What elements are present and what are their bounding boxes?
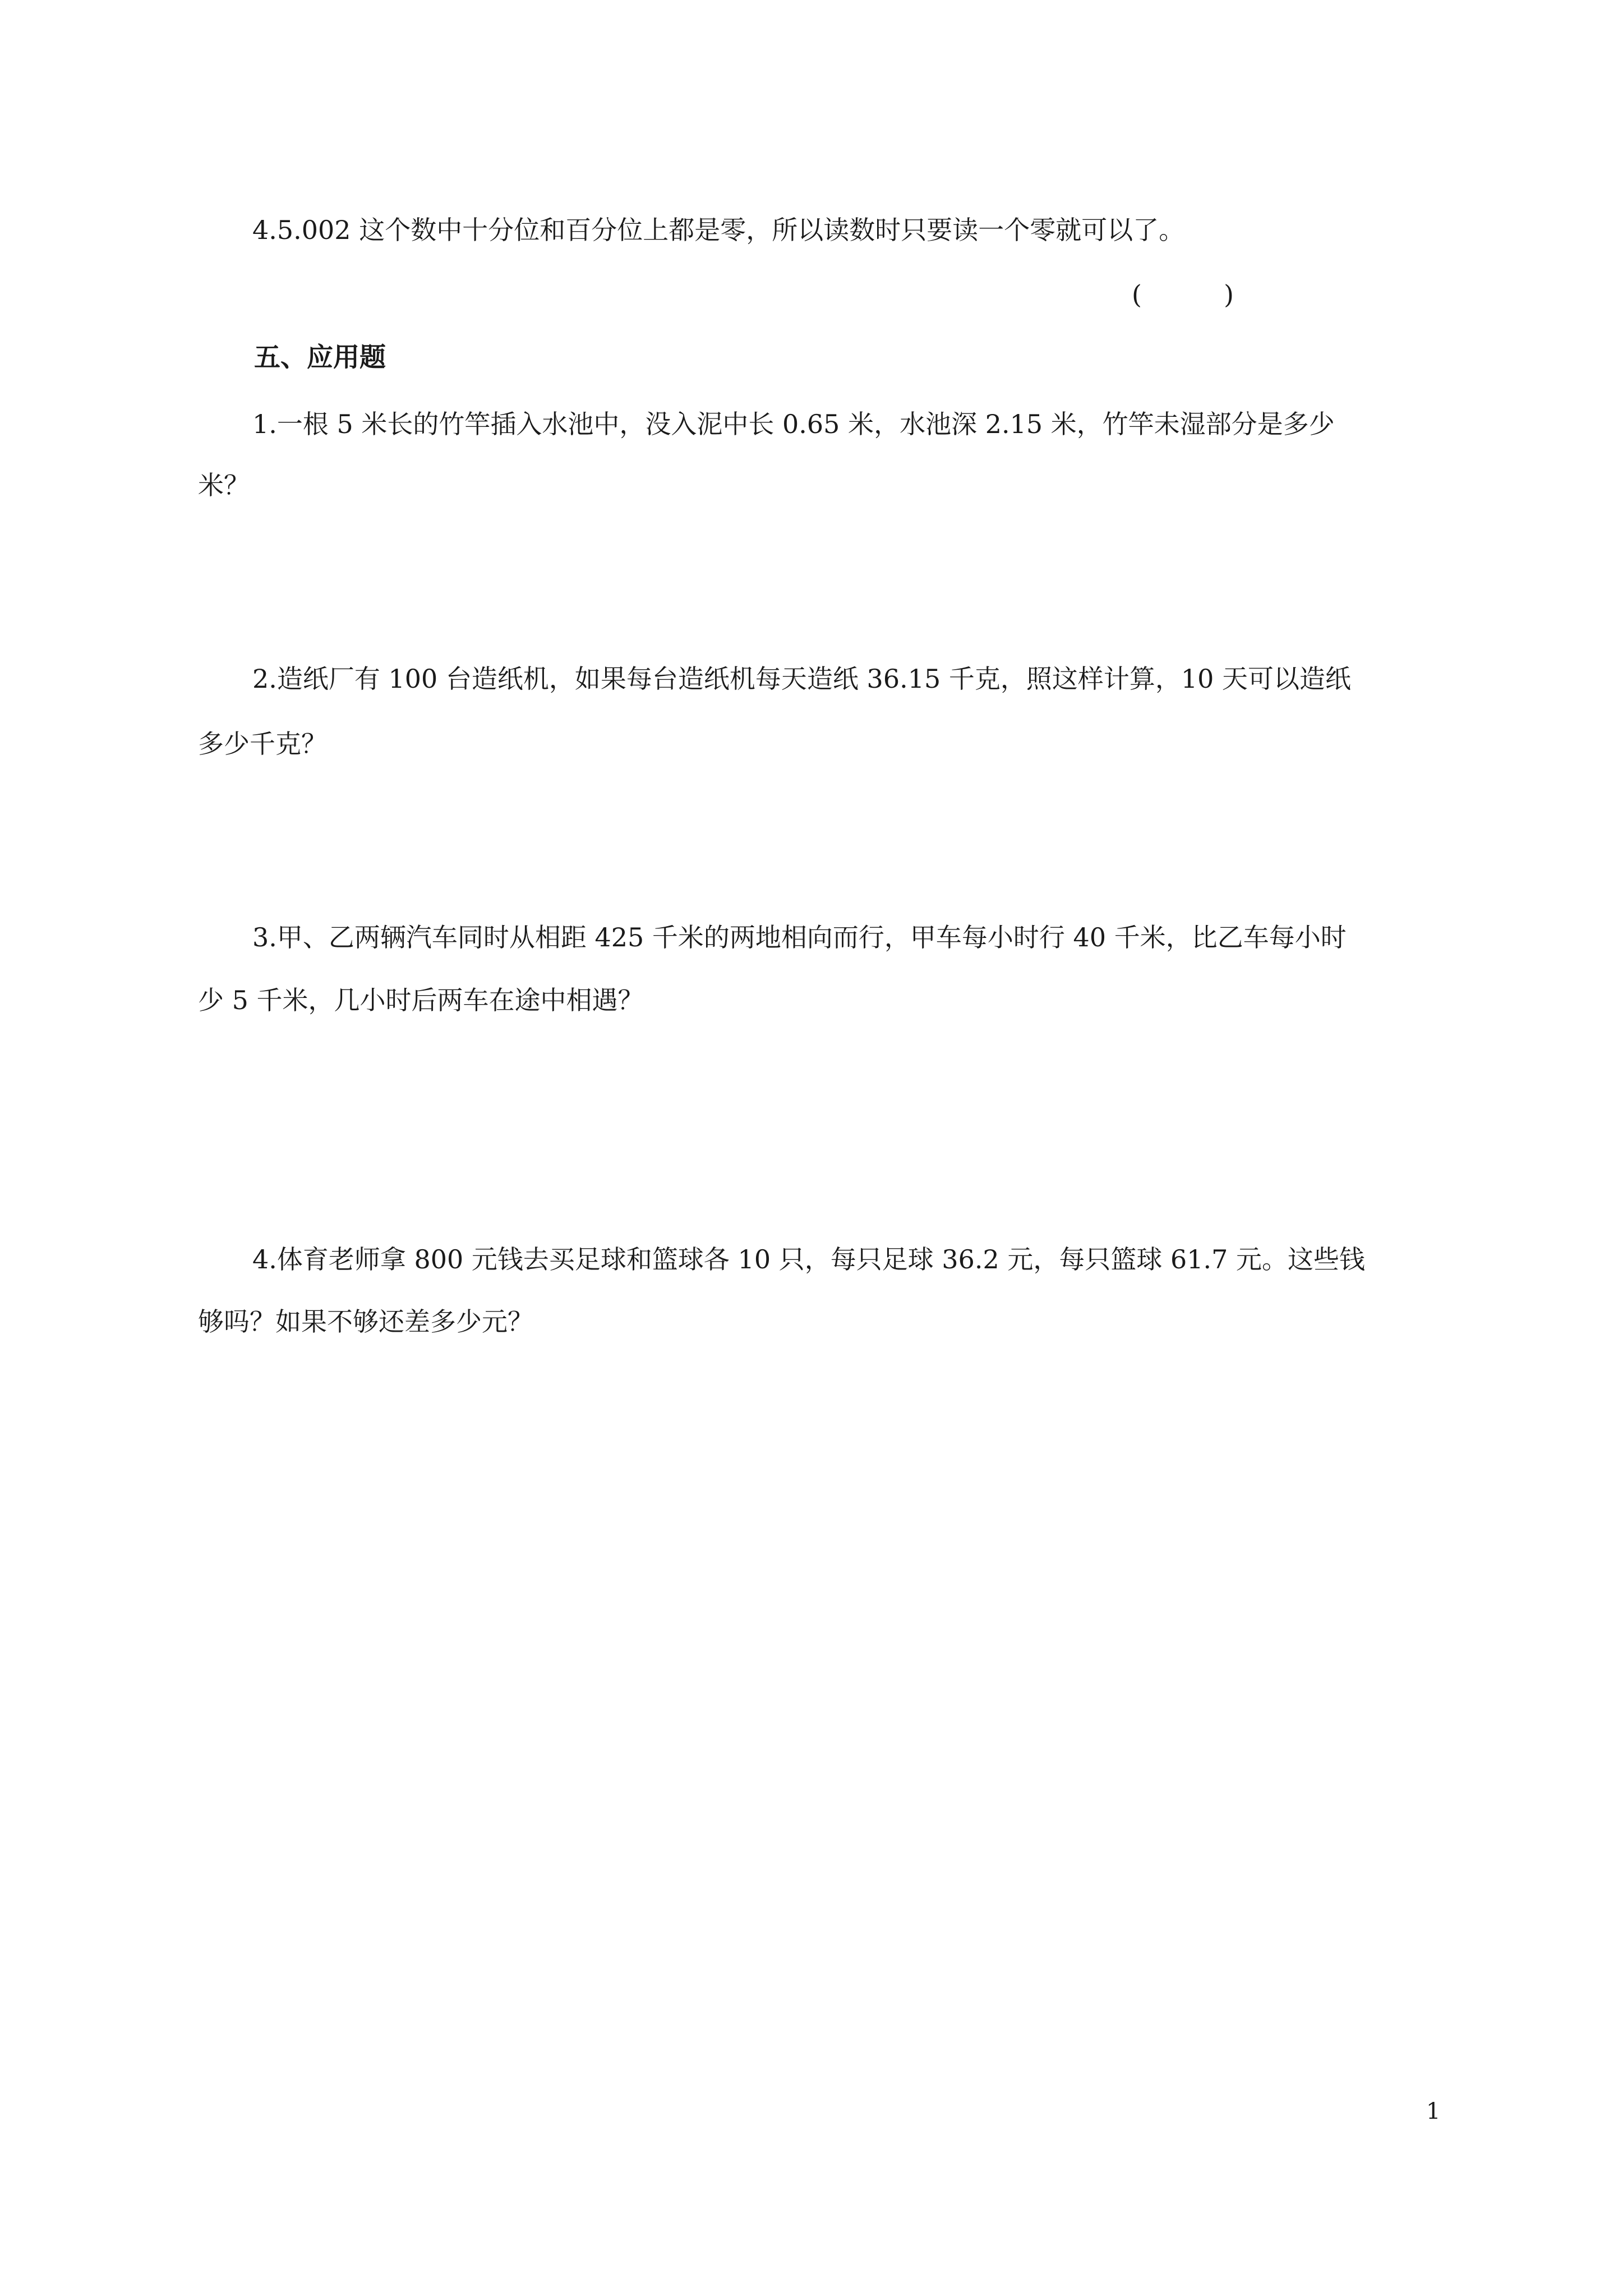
problem-4-line-1: 4.体育老师拿 800 元钱去买足球和篮球各 10 只，每只足球 36.2 元，每只篮球 61.7 元。这些钱 [252, 1244, 1366, 1274]
section-heading: 五、应用题 [254, 342, 386, 373]
page-number: 1 [1426, 2099, 1441, 2124]
problem-3-line-2: 少 5 千米，几小时后两车在途中相遇？ [198, 985, 644, 1015]
problem-3-line-1: 3.甲、乙两辆汽车同时从相距 425 千米的两地相向而行，甲车每小时行 40 千米，比乙车每小时 [252, 922, 1347, 953]
problem-2-line-1: 2.造纸厂有 100 台造纸机，如果每台造纸机每天造纸 36.15 千克，照这样计算，10 天可以造纸 [252, 664, 1352, 694]
judgement-item-4-text: 4.5.002 这个数中十分位和百分位上都是零，所以读数时只要读一个零就可以了。 [252, 215, 1185, 245]
problem-4-line-2: 够吗？如果不够还差多少元？ [198, 1306, 533, 1337]
problem-2-line-2: 多少千克？ [198, 729, 327, 759]
problem-1-line-2: 米？ [198, 470, 250, 500]
problem-1-line-1: 1.一根 5 米长的竹竿插入水池中，没入泥中长 0.65 米，水池深 2.15 米，竹竿未湿部分是多少 [252, 409, 1335, 439]
answer-blank: ( ) [1132, 279, 1234, 310]
